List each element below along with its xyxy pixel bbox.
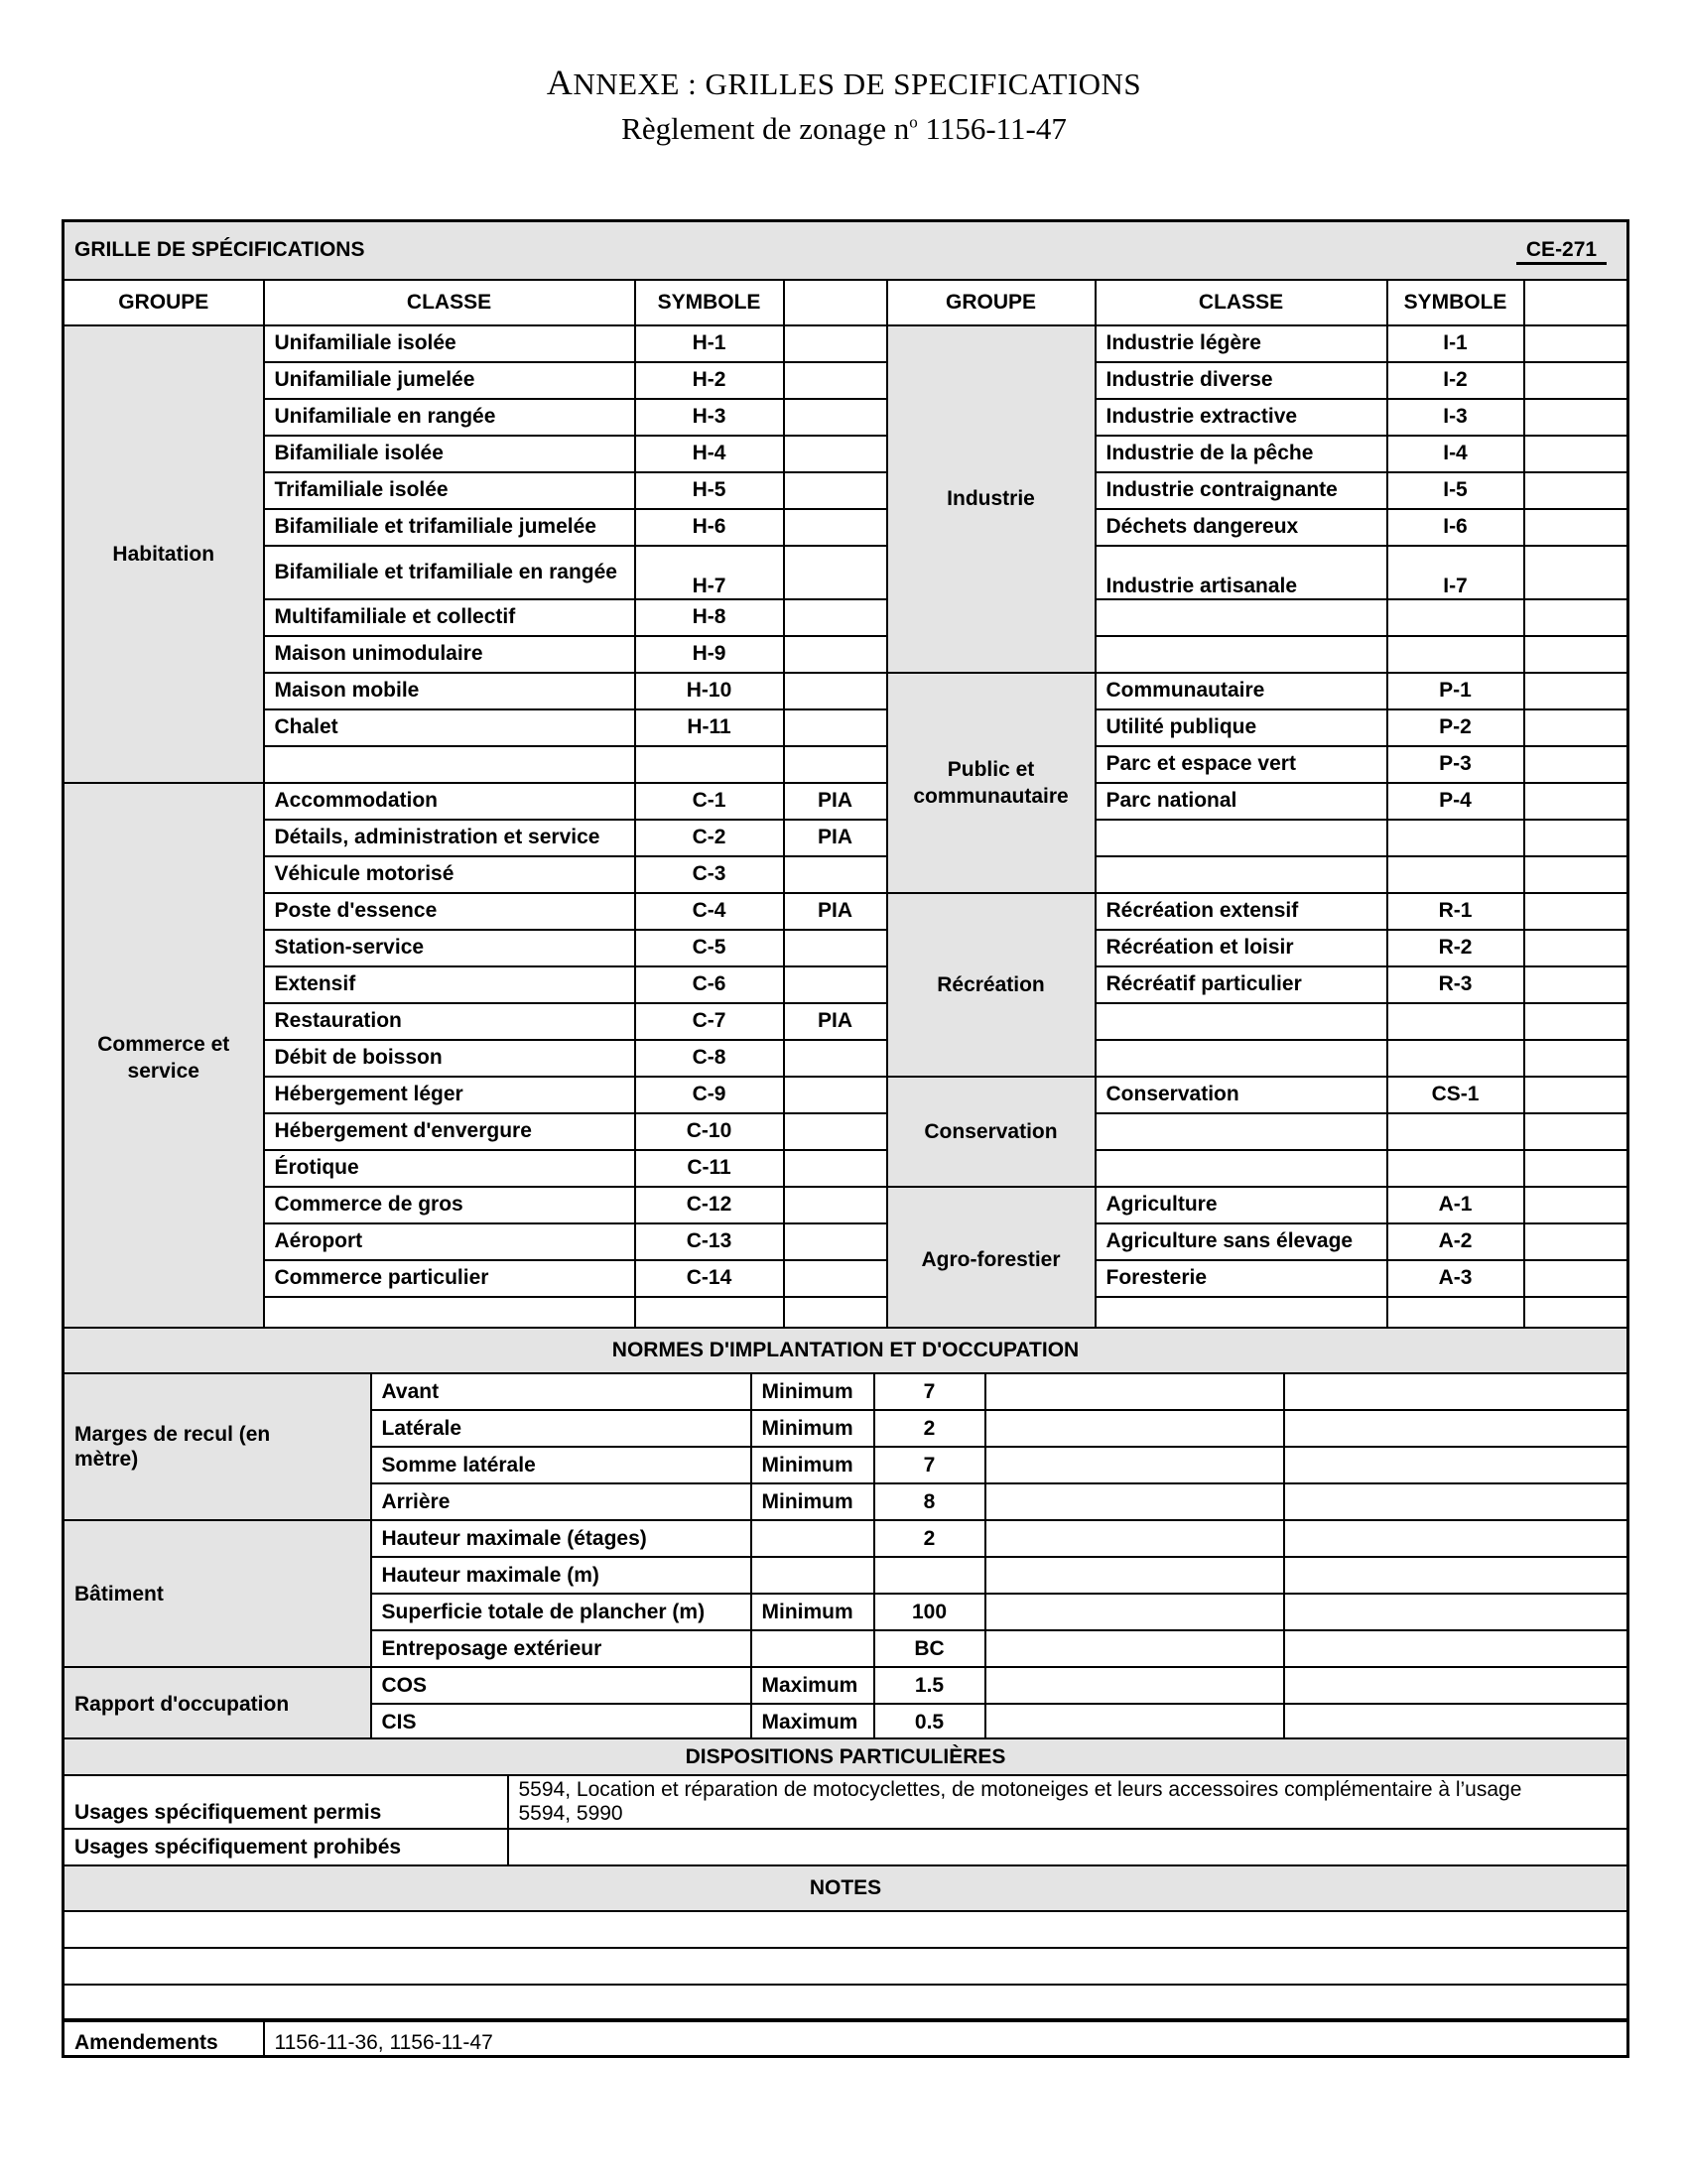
grid-row — [64, 746, 1628, 783]
norme-value: 7 — [874, 1373, 985, 1410]
extra-cell — [784, 546, 887, 599]
classe-cell: Maison mobile — [264, 673, 635, 709]
classe-cell: Hébergement léger — [264, 1077, 635, 1113]
classe-cell-right: Foresterie — [1096, 1260, 1387, 1297]
extra-cell — [784, 1187, 887, 1223]
grid-title: GRILLE DE SPÉCIFICATIONS — [74, 238, 365, 262]
grid-row — [64, 362, 1628, 399]
classe-cell: Commerce particulier — [264, 1260, 635, 1297]
norme-type: Maximum — [751, 1667, 874, 1704]
symbole-cell-right — [1387, 1040, 1524, 1077]
extra-cell-right — [1524, 1150, 1628, 1187]
classe-cell: Bifamiliale isolée — [264, 436, 635, 472]
extra-cell — [784, 599, 887, 636]
extra-cell — [784, 709, 887, 746]
norme-type: Minimum — [751, 1447, 874, 1483]
classe-cell-right: Récréation et loisir — [1096, 930, 1387, 966]
classe-cell: Détails, administration et service — [264, 820, 635, 856]
classe-cell: Débit de boisson — [264, 1040, 635, 1077]
classe-cell: Aéroport — [264, 1223, 635, 1260]
page-title: ANNEXE : GRILLES DE SPECIFICATIONS — [546, 63, 1142, 102]
norme-label: Somme latérale — [371, 1447, 751, 1483]
group-conservation: Conservation — [887, 1077, 1096, 1187]
zone-code: CE-271 — [1516, 238, 1607, 265]
normes-table — [62, 1327, 1629, 1741]
extra-cell — [784, 746, 887, 783]
extra-cell-right — [1524, 546, 1628, 599]
symbole-cell-right: I-6 — [1387, 509, 1524, 546]
norme-blank — [985, 1373, 1284, 1410]
norme-label: Arrière — [371, 1483, 751, 1520]
extra-cell — [784, 399, 887, 436]
extra-cell-right — [1524, 399, 1628, 436]
extra-cell — [784, 472, 887, 509]
classe-cell: Maison unimodulaire — [264, 636, 635, 673]
classe-cell: Bifamiliale et trifamiliale en rangée — [264, 546, 635, 599]
extra-cell-right — [1524, 783, 1628, 820]
norme-blank — [1284, 1447, 1628, 1483]
extra-cell-right — [1524, 893, 1628, 930]
norme-blank — [985, 1630, 1284, 1667]
classe-cell-right — [1096, 856, 1387, 893]
symbole-cell: C-8 — [635, 1040, 784, 1077]
permis-label: Usages spécifiquement permis — [64, 1775, 508, 1829]
grid-row — [64, 472, 1628, 509]
classe-cell-right: Industrie extractive — [1096, 399, 1387, 436]
group-marges: Marges de recul (en mètre) — [64, 1373, 371, 1520]
norme-blank — [985, 1410, 1284, 1447]
classe-cell-right: Déchets dangereux — [1096, 509, 1387, 546]
col-header-symbole-right: SYMBOLE — [1387, 280, 1524, 325]
extra-cell — [784, 436, 887, 472]
symbole-cell-right: P-4 — [1387, 783, 1524, 820]
norme-label: Hauteur maximale (étages) — [371, 1520, 751, 1557]
symbole-cell: C-7 — [635, 1003, 784, 1040]
grid-row — [64, 783, 1628, 820]
classe-cell-right: Industrie artisanale — [1096, 546, 1387, 599]
symbole-cell: H-2 — [635, 362, 784, 399]
normes-row — [64, 1373, 1628, 1410]
extra-cell-right — [1524, 1260, 1628, 1297]
extra-cell-right — [1524, 436, 1628, 472]
norme-blank — [1284, 1483, 1628, 1520]
norme-blank — [985, 1594, 1284, 1630]
grid-row — [64, 509, 1628, 546]
symbole-cell-right: P-2 — [1387, 709, 1524, 746]
dispositions-title: DISPOSITIONS PARTICULIÈRES — [64, 1738, 1628, 1775]
norme-blank — [1284, 1667, 1628, 1704]
extra-cell: PIA — [784, 783, 887, 820]
symbole-cell-right: A-1 — [1387, 1187, 1524, 1223]
norme-type: Minimum — [751, 1373, 874, 1410]
grid-row — [64, 1187, 1628, 1223]
extra-cell-right — [1524, 746, 1628, 783]
symbole-cell: C-3 — [635, 856, 784, 893]
grid-row — [64, 820, 1628, 856]
grid-row — [64, 856, 1628, 893]
extra-cell-right — [1524, 1077, 1628, 1113]
group-commerce: Commerce et service — [64, 783, 264, 1334]
norme-value: 2 — [874, 1410, 985, 1447]
dispositions-table — [62, 1737, 1629, 2022]
col-header-symbole: SYMBOLE — [635, 280, 784, 325]
norme-value: 7 — [874, 1447, 985, 1483]
classe-cell-right: Récréation extensif — [1096, 893, 1387, 930]
norme-label: Hauteur maximale (m) — [371, 1557, 751, 1594]
grid-row — [64, 546, 1628, 599]
symbole-cell-right — [1387, 636, 1524, 673]
extra-cell-right — [1524, 1187, 1628, 1223]
norme-type — [751, 1630, 874, 1667]
extra-cell — [784, 1260, 887, 1297]
col-header-extra-right — [1524, 280, 1628, 325]
extra-cell — [784, 636, 887, 673]
extra-cell: PIA — [784, 820, 887, 856]
extra-cell-right — [1524, 509, 1628, 546]
symbole-cell: C-12 — [635, 1187, 784, 1223]
classe-cell: Chalet — [264, 709, 635, 746]
classe-cell-right — [1096, 1150, 1387, 1187]
group-batiment: Bâtiment — [64, 1520, 371, 1667]
classe-cell-right: Récréatif particulier — [1096, 966, 1387, 1003]
classe-cell-right: Industrie contraignante — [1096, 472, 1387, 509]
symbole-cell: H-6 — [635, 509, 784, 546]
classe-cell: Trifamiliale isolée — [264, 472, 635, 509]
extra-cell: PIA — [784, 893, 887, 930]
extra-cell-right — [1524, 820, 1628, 856]
symbole-cell-right — [1387, 1113, 1524, 1150]
norme-blank — [985, 1447, 1284, 1483]
classe-cell-right: Agriculture — [1096, 1187, 1387, 1223]
classe-cell-right — [1096, 636, 1387, 673]
classe-cell-right: Industrie diverse — [1096, 362, 1387, 399]
amendements-table — [62, 2018, 1629, 2058]
symbole-cell-right: R-1 — [1387, 893, 1524, 930]
symbole-cell-right: P-3 — [1387, 746, 1524, 783]
grid-title-cell — [64, 221, 1628, 280]
norme-blank — [985, 1667, 1284, 1704]
norme-type: Maximum — [751, 1704, 874, 1740]
norme-label: CIS — [371, 1704, 751, 1740]
symbole-cell: C-1 — [635, 783, 784, 820]
symbole-cell-right — [1387, 599, 1524, 636]
symbole-cell: H-1 — [635, 325, 784, 362]
col-header-groupe-right: GROUPE — [887, 280, 1096, 325]
permis-value: 5594, Location et réparation de motocyclettes, de motoneiges et leurs accessoires complémentaire à l’usage 5594, 5990 — [508, 1775, 1628, 1829]
norme-type — [751, 1520, 874, 1557]
extra-cell-right — [1524, 325, 1628, 362]
classe-cell: Poste d'essence — [264, 893, 635, 930]
norme-blank — [1284, 1704, 1628, 1740]
norme-value: 8 — [874, 1483, 985, 1520]
extra-cell-right — [1524, 599, 1628, 636]
extra-cell — [784, 673, 887, 709]
norme-value: BC — [874, 1630, 985, 1667]
extra-cell-right — [1524, 636, 1628, 673]
extra-cell: PIA — [784, 1003, 887, 1040]
norme-type: Minimum — [751, 1410, 874, 1447]
extra-cell-right — [1524, 1003, 1628, 1040]
classe-cell-right: Industrie de la pêche — [1096, 436, 1387, 472]
symbole-cell: C-10 — [635, 1113, 784, 1150]
symbole-cell: C-9 — [635, 1077, 784, 1113]
symbole-cell: H-8 — [635, 599, 784, 636]
norme-blank — [1284, 1520, 1628, 1557]
norme-type: Minimum — [751, 1594, 874, 1630]
symbole-cell-right: I-1 — [1387, 325, 1524, 362]
classe-cell-right: Utilité publique — [1096, 709, 1387, 746]
classe-cell-right: Parc national — [1096, 783, 1387, 820]
symbole-cell-right: I-4 — [1387, 436, 1524, 472]
norme-blank — [1284, 1557, 1628, 1594]
classe-cell: Unifamiliale isolée — [264, 325, 635, 362]
extra-cell-right — [1524, 966, 1628, 1003]
grid-row — [64, 1150, 1628, 1187]
symbole-cell: H-10 — [635, 673, 784, 709]
extra-cell-right — [1524, 856, 1628, 893]
normes-row — [64, 1520, 1628, 1557]
classe-cell: Accommodation — [264, 783, 635, 820]
symbole-cell — [635, 746, 784, 783]
norme-label: Superficie totale de plancher (m) — [371, 1594, 751, 1630]
symbole-cell-right: I-5 — [1387, 472, 1524, 509]
normes-title: NORMES D'IMPLANTATION ET D'OCCUPATION — [64, 1328, 1628, 1373]
extra-cell — [784, 1040, 887, 1077]
extra-cell — [784, 966, 887, 1003]
norme-value: 100 — [874, 1594, 985, 1630]
page-subtitle: Règlement de zonage $n^o$ 1156-11-47 — [621, 111, 1067, 146]
grid-row — [64, 1003, 1628, 1040]
classe-cell-right — [1096, 1040, 1387, 1077]
extra-cell-right — [1524, 709, 1628, 746]
extra-cell — [784, 1113, 887, 1150]
grid-row — [64, 599, 1628, 636]
symbole-cell-right: CS-1 — [1387, 1077, 1524, 1113]
norme-label: Latérale — [371, 1410, 751, 1447]
grid-row — [64, 1223, 1628, 1260]
group-agro: Agro-forestier — [887, 1187, 1096, 1334]
extra-cell — [784, 1150, 887, 1187]
extra-cell — [784, 856, 887, 893]
grid-row — [64, 1260, 1628, 1297]
normes-row — [64, 1667, 1628, 1704]
symbole-cell: C-6 — [635, 966, 784, 1003]
norme-blank — [1284, 1410, 1628, 1447]
extra-cell-right — [1524, 1113, 1628, 1150]
classe-cell — [264, 746, 635, 783]
norme-blank — [985, 1557, 1284, 1594]
notes-title: NOTES — [64, 1865, 1628, 1911]
symbole-cell-right — [1387, 856, 1524, 893]
group-recreation: Récréation — [887, 893, 1096, 1077]
norme-blank — [985, 1520, 1284, 1557]
col-header-groupe: GROUPE — [64, 280, 264, 325]
classe-cell: Hébergement d'envergure — [264, 1113, 635, 1150]
symbole-cell: C-11 — [635, 1150, 784, 1187]
classe-cell-right: Communautaire — [1096, 673, 1387, 709]
extra-cell — [784, 930, 887, 966]
classe-cell: Érotique — [264, 1150, 635, 1187]
norme-blank — [985, 1704, 1284, 1740]
group-rapport: Rapport d'occupation — [64, 1667, 371, 1740]
classe-cell: Véhicule motorisé — [264, 856, 635, 893]
norme-value: 0.5 — [874, 1704, 985, 1740]
symbole-cell-right: A-3 — [1387, 1260, 1524, 1297]
extra-cell-right — [1524, 930, 1628, 966]
col-header-extra — [784, 280, 887, 325]
symbole-cell-right: P-1 — [1387, 673, 1524, 709]
symbole-cell-right: R-2 — [1387, 930, 1524, 966]
grid-row — [64, 399, 1628, 436]
extra-cell — [784, 362, 887, 399]
symbole-cell-right — [1387, 820, 1524, 856]
symbole-cell: H-3 — [635, 399, 784, 436]
notes-line — [64, 1985, 1628, 2021]
symbole-cell-right: I-3 — [1387, 399, 1524, 436]
extra-cell-right — [1524, 472, 1628, 509]
symbole-cell-right — [1387, 1150, 1524, 1187]
symbole-cell: H-9 — [635, 636, 784, 673]
classe-cell-right: Industrie légère — [1096, 325, 1387, 362]
amendements-label: Amendements — [64, 2019, 264, 2056]
classe-cell-right: Parc et espace vert — [1096, 746, 1387, 783]
classe-cell: Bifamiliale et trifamiliale jumelée — [264, 509, 635, 546]
symbole-cell-right: A-2 — [1387, 1223, 1524, 1260]
symbole-cell: C-4 — [635, 893, 784, 930]
symbole-cell: H-4 — [635, 436, 784, 472]
extra-cell — [784, 325, 887, 362]
classe-cell-right — [1096, 599, 1387, 636]
norme-value: 2 — [874, 1520, 985, 1557]
symbole-cell-right: R-3 — [1387, 966, 1524, 1003]
grid-row — [64, 436, 1628, 472]
norme-blank — [985, 1483, 1284, 1520]
grid-row — [64, 1040, 1628, 1077]
symbole-cell-right — [1387, 1003, 1524, 1040]
norme-type — [751, 1557, 874, 1594]
symbole-cell: C-13 — [635, 1223, 784, 1260]
notes-line — [64, 1911, 1628, 1948]
symbole-cell: H-7 — [635, 546, 784, 599]
col-header-classe-right: CLASSE — [1096, 280, 1387, 325]
symbole-cell: C-14 — [635, 1260, 784, 1297]
symbole-cell-right: I-7 — [1387, 546, 1524, 599]
classe-cell: Commerce de gros — [264, 1187, 635, 1223]
norme-blank — [1284, 1594, 1628, 1630]
extra-cell-right — [1524, 1040, 1628, 1077]
extra-cell — [784, 1223, 887, 1260]
symbole-cell-right: I-2 — [1387, 362, 1524, 399]
extra-cell-right — [1524, 1223, 1628, 1260]
extra-cell — [784, 509, 887, 546]
grid-row — [64, 930, 1628, 966]
classe-cell: Restauration — [264, 1003, 635, 1040]
symbole-cell: H-5 — [635, 472, 784, 509]
symbole-cell: H-11 — [635, 709, 784, 746]
grid-row — [64, 673, 1628, 709]
grid-row — [64, 636, 1628, 673]
symbole-cell: C-2 — [635, 820, 784, 856]
col-header-classe: CLASSE — [264, 280, 635, 325]
notes-line — [64, 1948, 1628, 1985]
norme-value — [874, 1557, 985, 1594]
classe-cell-right: Agriculture sans élevage — [1096, 1223, 1387, 1260]
group-public: Public et communautaire — [887, 673, 1096, 893]
norme-blank — [1284, 1630, 1628, 1667]
extra-cell — [784, 1077, 887, 1113]
group-habitation: Habitation — [64, 325, 264, 783]
grid-row — [64, 1077, 1628, 1113]
norme-value: 1.5 — [874, 1667, 985, 1704]
symbole-cell: C-5 — [635, 930, 784, 966]
classe-cell: Station-service — [264, 930, 635, 966]
specification-grid — [62, 219, 1629, 1335]
classe-cell: Multifamiliale et collectif — [264, 599, 635, 636]
norme-label: COS — [371, 1667, 751, 1704]
classe-cell-right — [1096, 1113, 1387, 1150]
grid-row — [64, 325, 1628, 362]
classe-cell: Extensif — [264, 966, 635, 1003]
grid-row — [64, 966, 1628, 1003]
norme-label: Entreposage extérieur — [371, 1630, 751, 1667]
extra-cell-right — [1524, 362, 1628, 399]
norme-type: Minimum — [751, 1483, 874, 1520]
classe-cell-right — [1096, 820, 1387, 856]
prohibes-label: Usages spécifiquement prohibés — [64, 1829, 508, 1865]
extra-cell-right — [1524, 673, 1628, 709]
grid-row — [64, 893, 1628, 930]
classe-cell-right: Conservation — [1096, 1077, 1387, 1113]
classe-cell: Unifamiliale en rangée — [264, 399, 635, 436]
group-industrie: Industrie — [887, 325, 1096, 673]
prohibes-value — [508, 1829, 1628, 1865]
norme-blank — [1284, 1373, 1628, 1410]
amendements-value: 1156-11-36, 1156-11-47 — [264, 2019, 1628, 2056]
classe-cell: Unifamiliale jumelée — [264, 362, 635, 399]
norme-label: Avant — [371, 1373, 751, 1410]
grid-row — [64, 709, 1628, 746]
grid-row — [64, 1113, 1628, 1150]
classe-cell-right — [1096, 1003, 1387, 1040]
